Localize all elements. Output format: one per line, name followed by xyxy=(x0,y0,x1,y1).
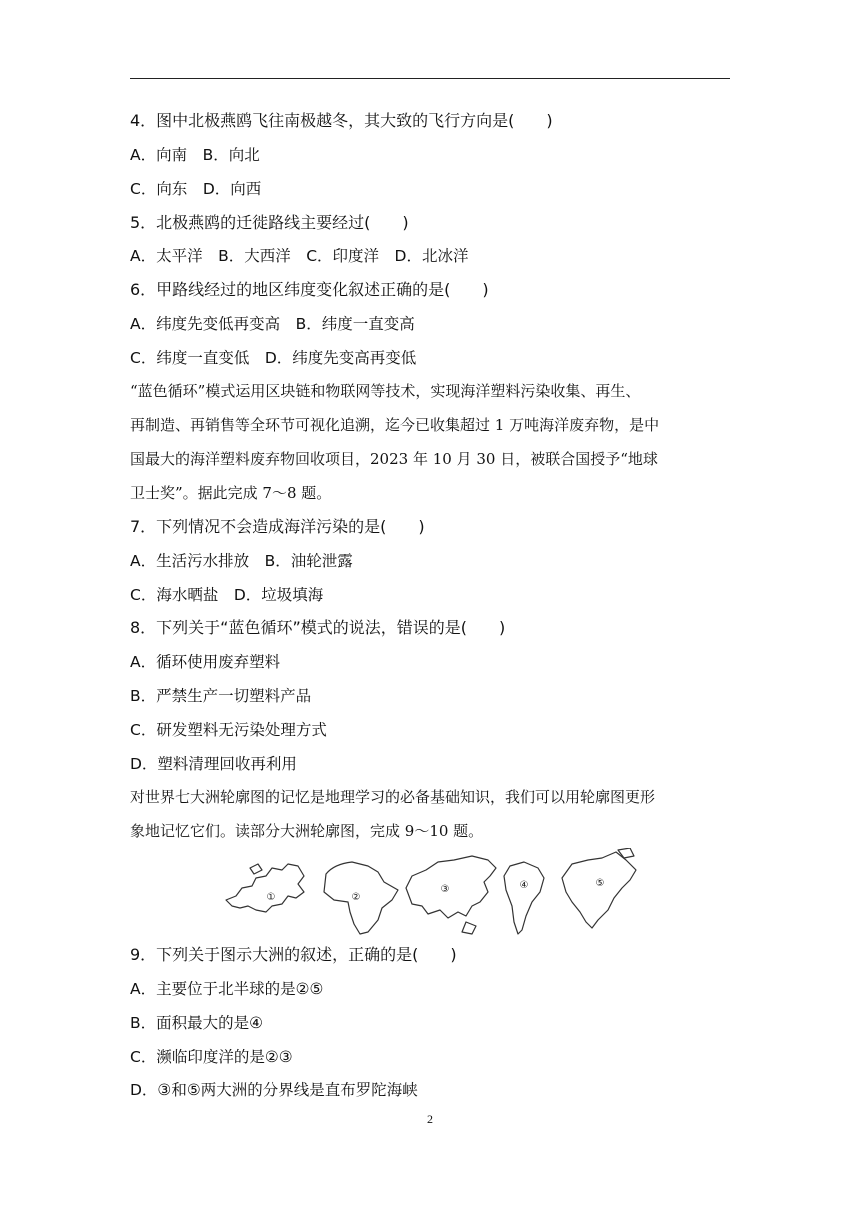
continent-outline-5 xyxy=(562,852,636,928)
passage2-line: 象地记忆它们。读部分大洲轮廓图，完成 9～10 题。 xyxy=(130,822,484,840)
q6-options-ab: A．纬度先变低再变高 B．纬度一直变高 xyxy=(130,315,415,333)
continent-outline-3 xyxy=(406,856,496,918)
figure-label-5: ⑤ xyxy=(595,878,605,889)
q4-stem: 4．图中北极燕鸥飞往南极越冬，其大致的飞行方向是( ) xyxy=(130,111,553,130)
q7-options-cd: C．海水晒盐 D．垃圾填海 xyxy=(130,586,324,604)
q6-stem: 6．甲路线经过的地区纬度变化叙述正确的是( ) xyxy=(130,280,489,299)
continent-outline-1 xyxy=(226,864,304,912)
q5-stem: 5．北极燕鸥的迁徙路线主要经过( ) xyxy=(130,213,409,232)
q9-stem: 9．下列关于图示大洲的叙述，正确的是( ) xyxy=(130,945,457,964)
q7-stem: 7．下列情况不会造成海洋污染的是( ) xyxy=(130,517,425,536)
q9-option-a: A．主要位于北半球的是②⑤ xyxy=(130,980,324,998)
q5-options: A．太平洋 B．大西洋 C．印度洋 D．北冰洋 xyxy=(130,247,469,265)
page-number: 2 xyxy=(427,1112,433,1126)
passage1-line: 再制造、再销售等全环节可视化追溯，迄今已收集超过 1 万吨海洋废弃物，是中 xyxy=(130,416,660,434)
q7-options-ab: A．生活污水排放 B．油轮泄露 xyxy=(130,552,353,570)
q9-option-b: B．面积最大的是④ xyxy=(130,1014,264,1032)
q9-option-d: D．③和⑤两大洲的分界线是直布罗陀海峡 xyxy=(130,1081,418,1099)
q8-stem: 8．下列关于“蓝色循环”模式的说法，错误的是( ) xyxy=(130,618,506,637)
continent-outline-2 xyxy=(324,862,398,934)
q6-options-cd: C．纬度一直变低 D．纬度先变高再变低 xyxy=(130,349,417,367)
passage1-line: 国最大的海洋塑料废弃物回收项目，2023 年 10 月 30 日，被联合国授予“地球 xyxy=(130,450,658,468)
figure-label-4: ④ xyxy=(519,880,529,891)
q8-option-c: C．研发塑料无污染处理方式 xyxy=(130,721,327,739)
passage1-line: 卫士奖”。据此完成 7～8 题。 xyxy=(130,484,332,502)
q8-option-a: A．循环使用废弃塑料 xyxy=(130,653,281,671)
figure-label-2: ② xyxy=(351,892,361,903)
q4-options-ab: A．向南 B．向北 xyxy=(130,146,260,164)
continent-outline-4 xyxy=(504,862,544,934)
passage1-line: “蓝色循环”模式运用区块链和物联网等技术，实现海洋塑料污染收集、再生、 xyxy=(130,382,641,400)
figure-label-1: ① xyxy=(266,892,276,903)
q4-options-cd: C．向东 D．向西 xyxy=(130,180,262,198)
q8-option-d: D．塑料清理回收再利用 xyxy=(130,755,297,773)
figure-label-3: ③ xyxy=(440,884,450,895)
q8-option-b: B．严禁生产一切塑料产品 xyxy=(130,687,312,705)
continent-outlines-figure xyxy=(222,848,642,940)
passage2-line: 对世界七大洲轮廓图的记忆是地理学习的必备基础知识，我们可以用轮廓图更形 xyxy=(130,788,656,806)
q9-option-c: C．濒临印度洋的是②③ xyxy=(130,1048,293,1066)
header-rule xyxy=(130,78,730,79)
